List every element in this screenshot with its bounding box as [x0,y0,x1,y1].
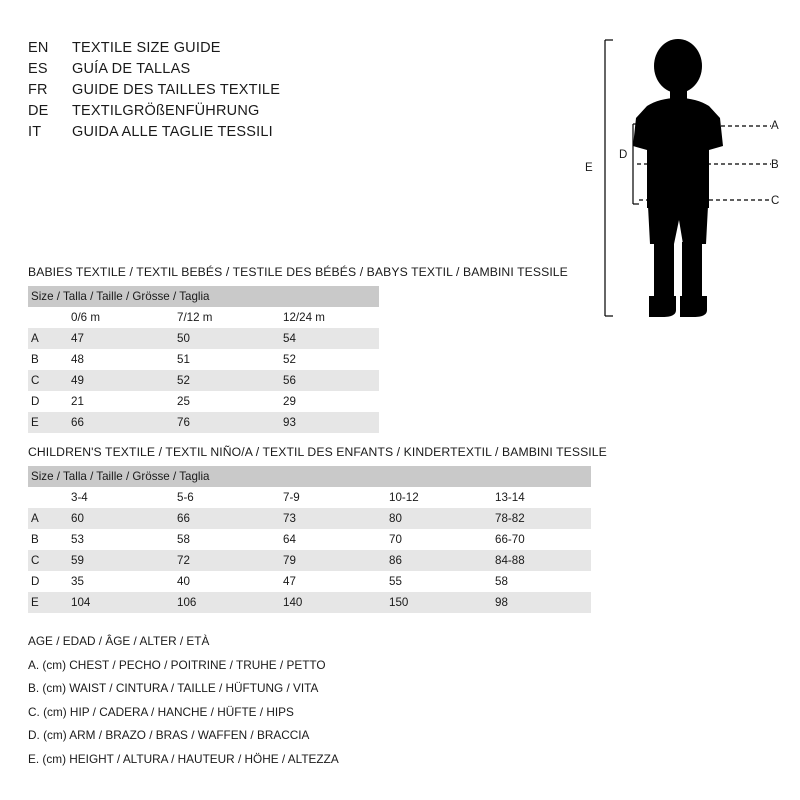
title-lang-es: ES [28,61,48,77]
row-label-c: C [28,370,61,391]
table-row [28,328,379,349]
babies-c-1: 52 [167,370,273,391]
children-a-1: 66 [167,508,273,529]
babies-e-1: 76 [167,412,273,433]
children-c-2: 79 [273,550,379,571]
children-c-0: 59 [61,550,167,571]
row-label-e: E [28,592,61,613]
table-row [28,529,591,550]
children-a-4: 78-82 [485,508,591,529]
children-a-0: 60 [61,508,167,529]
babies-d-0: 21 [61,391,167,412]
table-row [28,487,591,508]
children-size-table [28,466,591,613]
children-column-0: 3-4 [61,487,167,508]
title-text-en: TEXTILE SIZE GUIDE [72,40,221,56]
babies-column-0: 0/6 m [61,307,167,328]
figure-svg [575,28,780,328]
title-block [28,40,568,145]
table-row [28,349,379,370]
title-row [28,124,568,140]
row-label-d: D [28,391,61,412]
title-lang-de: DE [28,103,49,119]
table-row [28,508,591,529]
children-section-title: CHILDREN'S TEXTILE / TEXTIL NIÑO/A / TEXTIL DES ENFANTS / KINDERTEXTIL / BAMBINI TESSILE [28,445,607,459]
children-d-1: 40 [167,571,273,592]
title-row [28,61,568,77]
title-lang-it: IT [28,124,42,140]
children-c-1: 72 [167,550,273,571]
title-row [28,103,568,119]
row-label-b: B [28,529,61,550]
children-size-header: Size / Talla / Taille / Grösse / Taglia [28,466,591,487]
children-b-0: 53 [61,529,167,550]
legend-line-c: C. (cm) HIP / CADERA / HANCHE / HÜFTE / HIPS [28,704,294,719]
children-column-4: 13-14 [485,487,591,508]
children-e-0: 104 [61,592,167,613]
table-row [28,307,379,328]
babies-column-2: 12/24 m [273,307,379,328]
children-b-4: 66-70 [485,529,591,550]
children-c-3: 86 [379,550,485,571]
children-e-1: 106 [167,592,273,613]
children-e-4: 98 [485,592,591,613]
babies-a-2: 54 [273,328,379,349]
babies-section-title: BABIES TEXTILE / TEXTIL BEBÉS / TESTILE DES BÉBÉS / BABYS TEXTIL / BAMBINI TESSILE [28,265,568,279]
babies-b-1: 51 [167,349,273,370]
figure-label-b: B [771,159,779,171]
children-c-4: 84-88 [485,550,591,571]
children-b-3: 70 [379,529,485,550]
row-label-a: A [28,508,61,529]
babies-e-2: 93 [273,412,379,433]
body-measurement-figure [575,28,780,328]
babies-e-0: 66 [61,412,167,433]
legend-line-a: A. (cm) CHEST / PECHO / POITRINE / TRUHE / PETTO [28,657,326,672]
children-d-3: 55 [379,571,485,592]
babies-section [28,265,568,433]
table-row [28,412,379,433]
title-row [28,40,568,56]
children-column-2: 7-9 [273,487,379,508]
title-lang-en: EN [28,40,49,56]
legend-line-d: D. (cm) ARM / BRAZO / BRAS / WAFFEN / BRACCIA [28,728,310,742]
table-row [28,550,591,571]
legend-line-e: E. (cm) HEIGHT / ALTURA / HAUTEUR / HÖHE / ALTEZZA [28,751,339,766]
table-row [28,592,591,613]
title-text-fr: GUIDE DES TAILLES TEXTILE [72,82,281,98]
children-b-1: 58 [167,529,273,550]
table-row [28,391,379,412]
babies-size-table [28,286,379,433]
child-silhouette [633,39,723,317]
children-section [28,445,607,613]
row-label-e: E [28,412,61,433]
figure-label-c: C [771,195,780,207]
bracket-e [605,40,613,316]
figure-label-d: D [619,149,628,161]
babies-size-header: Size / Talla / Taille / Grösse / Taglia [28,286,379,307]
row-label-d: D [28,571,61,592]
children-column-1: 5-6 [167,487,273,508]
legend-block [28,630,339,771]
babies-d-1: 25 [167,391,273,412]
children-d-0: 35 [61,571,167,592]
legend-line-b: B. (cm) WAIST / CINTURA / TAILLE / HÜFTUNG / VITA [28,681,319,695]
children-column-3: 10-12 [379,487,485,508]
babies-c-2: 56 [273,370,379,391]
table-row [28,370,379,391]
babies-c-0: 49 [61,370,167,391]
babies-d-2: 29 [273,391,379,412]
row-label-a: A [28,328,61,349]
row-label [28,487,61,508]
title-lang-fr: FR [28,82,48,98]
row-label-b: B [28,349,61,370]
children-d-2: 47 [273,571,379,592]
babies-b-0: 48 [61,349,167,370]
figure-label-e: E [585,162,593,174]
title-text-it: GUIDA ALLE TAGLIE TESSILI [72,124,273,140]
figure-label-a: A [771,120,779,132]
legend-line-age: AGE / EDAD / ÂGE / ALTER / ETÀ [28,634,210,648]
babies-column-1: 7/12 m [167,307,273,328]
table-row [28,571,591,592]
children-e-3: 150 [379,592,485,613]
babies-a-0: 47 [61,328,167,349]
title-text-de: TEXTILGRÖßENFÜHRUNG [72,103,260,119]
children-e-2: 140 [273,592,379,613]
title-row [28,82,568,98]
children-b-2: 64 [273,529,379,550]
babies-b-2: 52 [273,349,379,370]
table-header-row [28,286,379,307]
children-d-4: 58 [485,571,591,592]
children-a-3: 80 [379,508,485,529]
row-label [28,307,61,328]
title-text-es: GUÍA DE TALLAS [72,61,191,77]
babies-a-1: 50 [167,328,273,349]
row-label-c: C [28,550,61,571]
table-header-row [28,466,591,487]
children-a-2: 73 [273,508,379,529]
